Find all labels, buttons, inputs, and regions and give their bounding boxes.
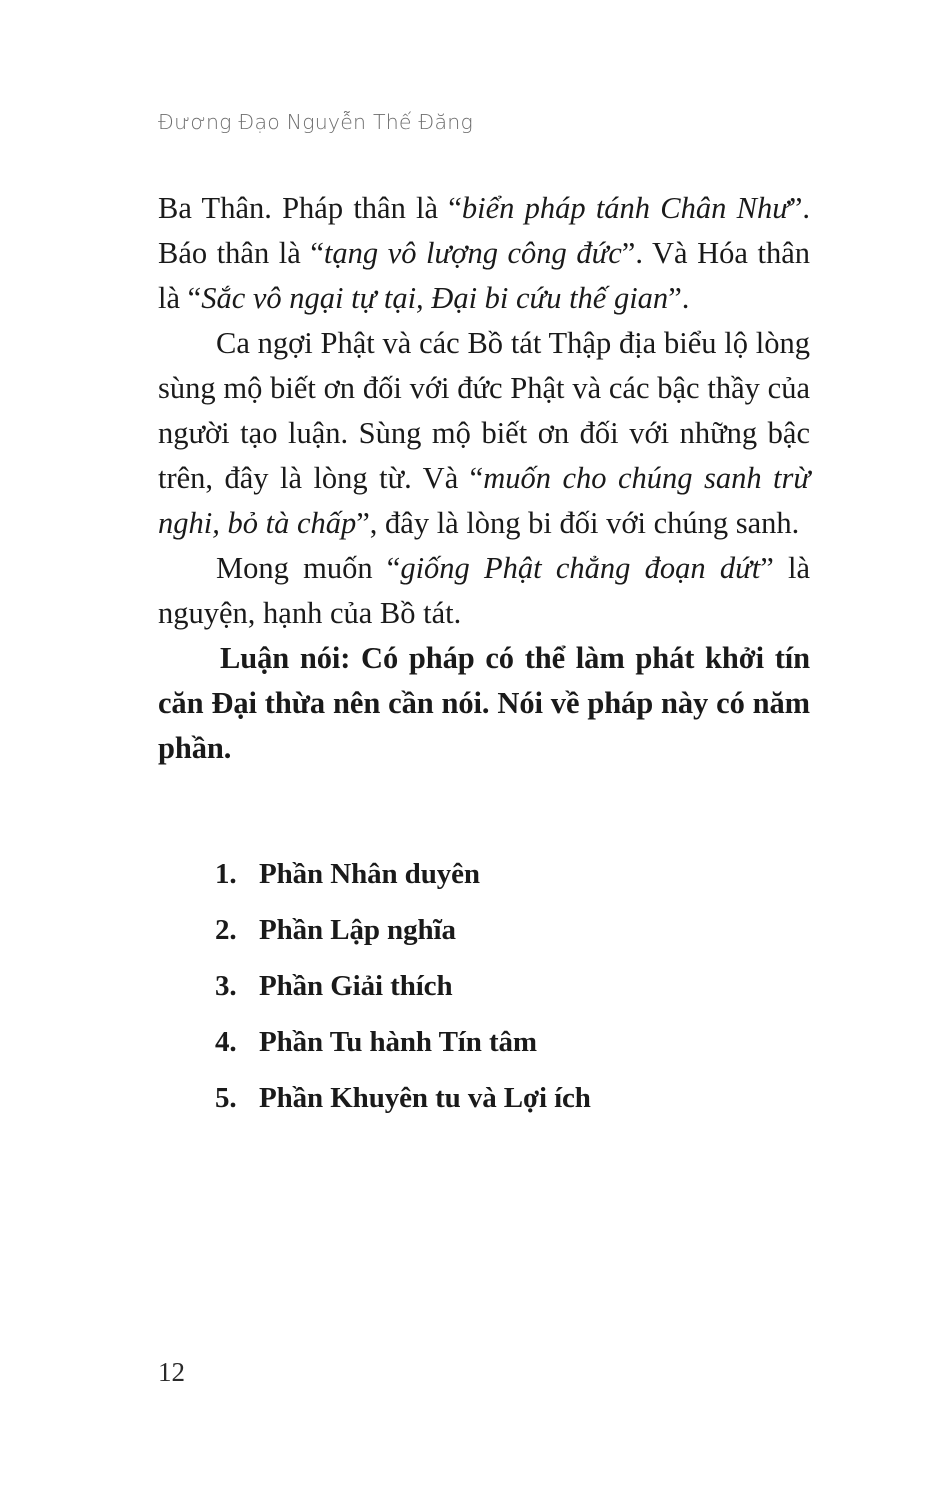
body-text-run: Mong muốn “ bbox=[216, 551, 401, 585]
body-text-run: ”. bbox=[668, 281, 690, 315]
list-item-number: 3. bbox=[215, 970, 237, 1002]
five-parts-list bbox=[158, 860, 810, 1140]
quoted-italic-phrase: giống Phật chẳng đoạn dứt bbox=[400, 551, 761, 585]
list-item-number: 5. bbox=[215, 1082, 237, 1114]
paragraph-1 bbox=[158, 186, 810, 321]
list-item-label: Phần Lập nghĩa bbox=[259, 914, 456, 946]
list-item-label: Phần Tu hành Tín tâm bbox=[259, 1026, 537, 1058]
list-item-number: 2. bbox=[215, 914, 237, 946]
running-head: Đương Đạo Nguyễn Thế Đăng bbox=[158, 110, 473, 134]
body-text-run: ”. Báo thân là “ bbox=[158, 191, 810, 270]
list-item bbox=[158, 972, 810, 1028]
paragraph-3 bbox=[158, 546, 810, 636]
paragraph-2 bbox=[158, 321, 810, 546]
list-item-number: 1. bbox=[215, 858, 237, 890]
body-text-run: Ca ngợi Phật và các Bồ tát Thập địa biểu lộ lòng sùng mộ biết ơn đối với đức Phật và các bậc thầy của người tạo luận. Sùng mộ biết ơn đối với những bậc trên, đây là lòng từ. Và “ bbox=[158, 326, 810, 495]
page-number: 12 bbox=[158, 1357, 185, 1387]
body-text-run: ” là nguyện, hạnh của Bồ tát. bbox=[158, 551, 810, 630]
quoted-italic-phrase: muốn cho chúng sanh trừ nghi, bỏ tà chấp bbox=[158, 461, 811, 540]
list-item bbox=[158, 1028, 810, 1084]
quoted-italic-phrase: biển pháp tánh Chân Như bbox=[461, 191, 789, 225]
body-text-run: ”, đây là lòng bi đối với chúng sanh. bbox=[356, 506, 800, 540]
quoted-italic-phrase: tạng vô lượng công đức bbox=[323, 236, 622, 270]
list-item-label: Phần Nhân duyên bbox=[259, 858, 480, 890]
body-text-block bbox=[158, 186, 810, 771]
list-item-number: 4. bbox=[215, 1026, 237, 1058]
list-item bbox=[158, 1084, 810, 1140]
list-item-label: Phần Giải thích bbox=[259, 970, 453, 1002]
list-item bbox=[158, 916, 810, 972]
list-item-label: Phần Khuyên tu và Lợi ích bbox=[259, 1082, 591, 1114]
body-text-run: ”. Và Hóa thân là “ bbox=[158, 236, 811, 315]
paragraph-4 bbox=[158, 636, 810, 771]
quoted-italic-phrase: Sắc vô ngại tự tại, Đại bi cứu thế gian bbox=[201, 281, 669, 315]
list-item bbox=[158, 860, 810, 916]
body-text-run: Luận nói: Có pháp có thể làm phát khởi tín căn Đại thừa nên cần nói. Nói về pháp này có năm phần. bbox=[158, 641, 810, 765]
body-text-run: Ba Thân. Pháp thân là “ bbox=[158, 191, 462, 225]
